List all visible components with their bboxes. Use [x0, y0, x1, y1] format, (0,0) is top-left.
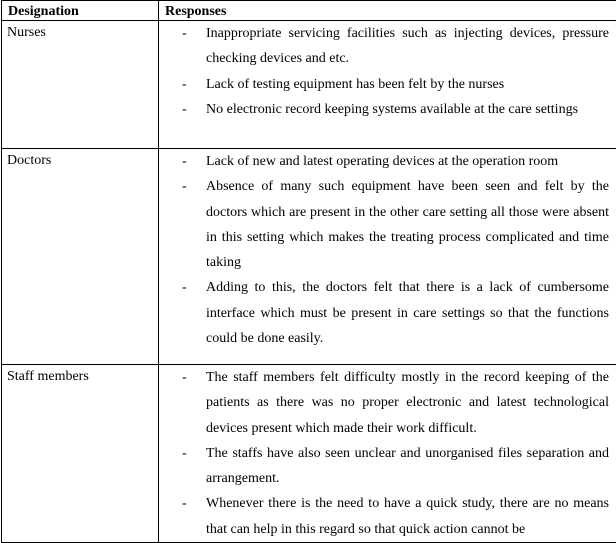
- response-text: Inappropriate servicing facilities such as injecting devices, pressure checking devices and etc.: [206, 26, 609, 66]
- response-text: The staff members felt difficulty mostly in the record keeping of the patients as there was no proper electronic and latest technological devices present which made their work difficult.: [206, 370, 609, 436]
- dash-bullet: -: [182, 441, 187, 466]
- list-item: [159, 174, 616, 275]
- list-item: [159, 275, 616, 351]
- designation-cell: Doctors: [2, 149, 159, 365]
- response-list: [159, 149, 616, 351]
- dash-bullet: -: [182, 174, 187, 199]
- response-text: Adding to this, the doctors felt that there is a lack of cumbersome interface which must be present in care settings so that the functions could be done easily.: [206, 280, 609, 346]
- dash-bullet: -: [182, 72, 187, 97]
- responses-cell: [159, 149, 616, 365]
- response-text: No electronic record keeping systems available at the care settings: [206, 102, 578, 117]
- response-text: Whenever there is the need to have a quick study, there are no means that can help in this regard so that quick action cannot be: [206, 496, 609, 536]
- header-designation: Designation: [2, 1, 159, 21]
- designation-cell: Nurses: [2, 21, 159, 149]
- dash-bullet: -: [182, 275, 187, 300]
- response-list: [159, 21, 616, 122]
- table-row: [2, 149, 616, 365]
- table-row: [2, 21, 616, 149]
- responses-cell: [159, 365, 616, 543]
- list-item: [159, 72, 616, 97]
- list-item: [159, 365, 616, 441]
- header-responses: Responses: [159, 1, 616, 21]
- list-item: [159, 441, 616, 492]
- list-item: [159, 491, 616, 542]
- response-text: Lack of testing equipment has been felt by the nurses: [206, 77, 504, 92]
- responses-table: [1, 0, 616, 543]
- dash-bullet: -: [182, 365, 187, 390]
- table-header-row: [2, 1, 616, 21]
- dash-bullet: -: [182, 149, 187, 174]
- list-item: [159, 97, 616, 122]
- dash-bullet: -: [182, 97, 187, 122]
- responses-cell: [159, 21, 616, 149]
- list-item: [159, 21, 616, 72]
- table-row: [2, 365, 616, 543]
- response-text: Lack of new and latest operating devices at the operation room: [206, 154, 558, 169]
- dash-bullet: -: [182, 491, 187, 516]
- response-list: [159, 365, 616, 542]
- designation-cell: Staff members: [2, 365, 159, 543]
- response-text: The staffs have also seen unclear and unorganised files separation and arrangement.: [206, 446, 609, 486]
- response-text: Absence of many such equipment have been seen and felt by the doctors which are present in the other care setting all those were absent in this setting which makes the treating process complicated and time taking: [206, 179, 609, 270]
- dash-bullet: -: [182, 21, 187, 46]
- list-item: [159, 149, 616, 174]
